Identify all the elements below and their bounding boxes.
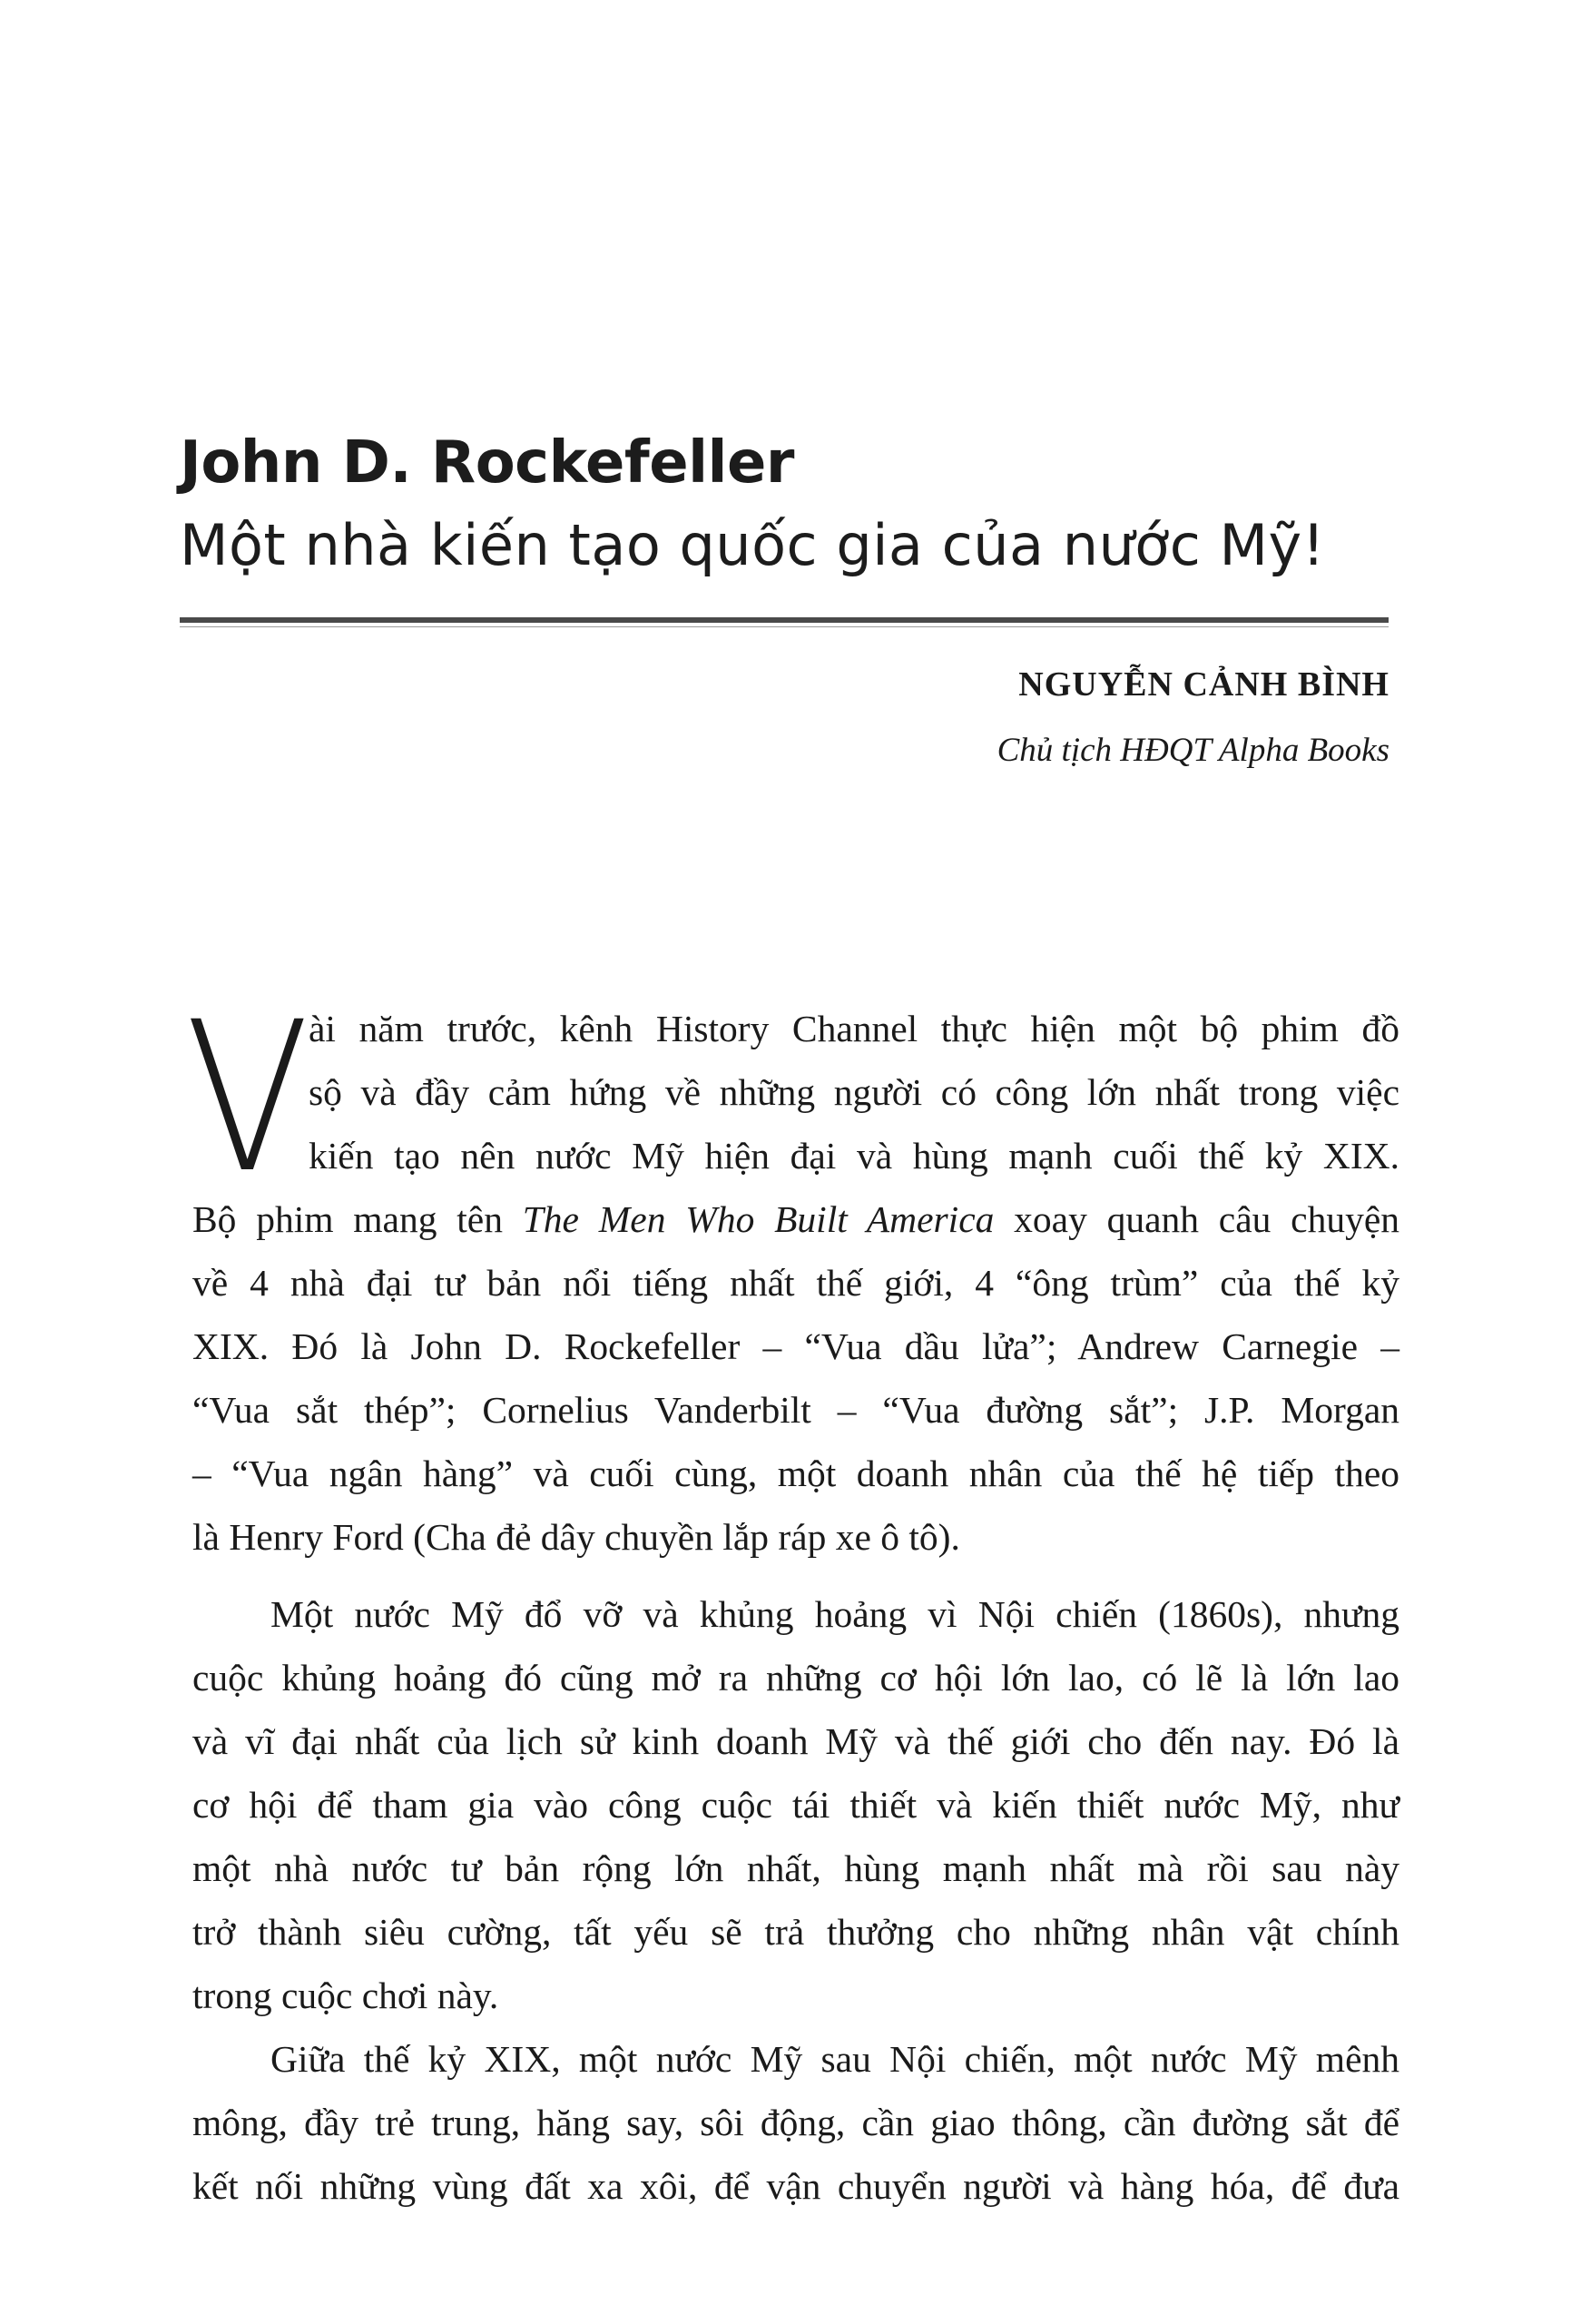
body-line-segment: Bộ phim mang tên <box>192 1198 523 1240</box>
chapter-subtitle: Một nhà kiến tạo quốc gia của nước Mỹ! <box>180 512 1326 578</box>
body-line-segment: xoay quanh câu chuyện <box>994 1198 1399 1240</box>
body-line: kết nối những vùng đất xa xôi, để vận chuyển người và hàng hóa, để đưa <box>192 2165 1399 2207</box>
author-role: Chủ tịch HĐQT Alpha Books <box>997 732 1389 769</box>
body-line: – “Vua ngân hàng” và cuối cùng, một doanh nhân của thế hệ tiếp theo <box>192 1452 1399 1494</box>
title-divider-underline <box>180 626 1389 627</box>
author-name: NGUYỄN CẢNH BÌNH <box>1018 665 1389 704</box>
body-line: Giữa thế kỷ XIX, một nước Mỹ sau Nội chiến, một nước Mỹ mênh <box>270 2038 1399 2080</box>
body-line: sộ và đầy cảm hứng về những người có công lớn nhất trong việc <box>309 1071 1399 1113</box>
body-line: mông, đầy trẻ trung, hăng say, sôi động, cần giao thông, cần đường sắt để <box>192 2102 1399 2143</box>
body-line: “Vua sắt thép”; Cornelius Vanderbilt – “Vua đường sắt”; J.P. Morgan <box>192 1389 1399 1431</box>
body-line: về 4 nhà đại tư bản nổi tiếng nhất thế giới, 4 “ông trùm” của thế kỷ <box>192 1262 1399 1304</box>
body-line: XIX. Đó là John D. Rockefeller – “Vua dầu lửa”; Andrew Carnegie – <box>192 1325 1399 1367</box>
body-line: kiến tạo nên nước Mỹ hiện đại và hùng mạnh cuối thế kỷ XIX. <box>309 1135 1399 1177</box>
body-line: là Henry Ford (Cha đẻ dây chuyền lắp ráp xe ô tô). <box>192 1516 960 1558</box>
body-line: một nhà nước tư bản rộng lớn nhất, hùng mạnh nhất mà rồi sau này <box>192 1847 1399 1889</box>
body-line: và vĩ đại nhất của lịch sử kinh doanh Mỹ và thế giới cho đến nay. Đó là <box>192 1720 1399 1762</box>
body-line: cơ hội để tham gia vào công cuộc tái thiết và kiến thiết nước Mỹ, như <box>192 1784 1399 1826</box>
body-line: Một nước Mỹ đổ vỡ và khủng hoảng vì Nội chiến (1860s), nhưng <box>270 1593 1399 1635</box>
body-line: ài năm trước, kênh History Channel thực hiện một bộ phim đồ <box>309 1008 1399 1049</box>
body-line <box>192 1187 1399 1251</box>
body-line: cuộc khủng hoảng đó cũng mở ra những cơ hội lớn lao, có lẽ là lớn lao <box>192 1657 1399 1699</box>
body-line: trong cuộc chơi này. <box>192 1974 499 2016</box>
drop-cap: V <box>185 977 310 1218</box>
title-divider <box>180 617 1389 623</box>
body-line: trở thành siêu cường, tất yếu sẽ trả thưởng cho những nhân vật chính <box>192 1911 1399 1953</box>
chapter-title: John D. Rockefeller <box>180 429 794 497</box>
film-title: The Men Who Built America <box>522 1198 995 1240</box>
